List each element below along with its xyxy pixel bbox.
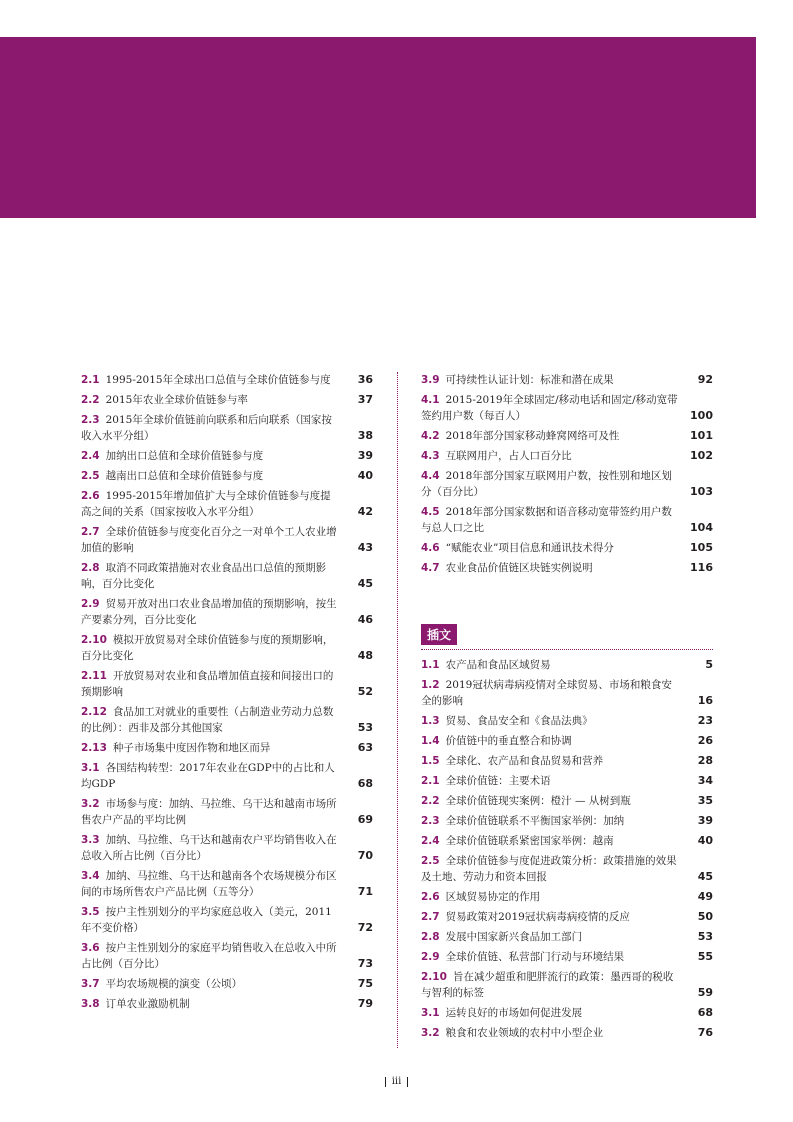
entry-title <box>81 524 351 556</box>
entry-number: 1.4 <box>421 735 440 747</box>
entry-page-number: 35 <box>697 794 713 807</box>
entry-number: 4.4 <box>421 470 440 482</box>
figure-entry[interactable] <box>81 412 373 444</box>
entry-number: 3.1 <box>421 1007 440 1019</box>
box-entry[interactable] <box>421 657 713 673</box>
entry-page-number: 46 <box>357 613 373 626</box>
figure-entry[interactable] <box>81 740 373 756</box>
footer-bar-left <box>385 1077 386 1087</box>
entry-title <box>81 448 351 464</box>
entry-page-number: 53 <box>357 721 373 734</box>
figure-entry[interactable] <box>81 524 373 556</box>
entry-number: 4.7 <box>421 562 440 574</box>
entry-title <box>421 504 690 536</box>
entry-page-number: 55 <box>697 950 713 963</box>
entry-text: 1995-2015年增加值扩大与全球价值链参与度提高之间的关系（国家按收入水平分组） <box>81 490 331 518</box>
entry-title <box>421 428 690 444</box>
entry-title <box>81 560 351 592</box>
entry-text: 2019冠状病毒病疫情对全球贸易、市场和粮食安全的影响 <box>421 679 672 707</box>
entry-page-number: 79 <box>357 997 373 1010</box>
figure-entry[interactable] <box>421 504 713 536</box>
figure-entry[interactable] <box>81 940 373 972</box>
entry-page-number: 105 <box>690 541 713 554</box>
entry-title <box>421 753 691 769</box>
entry-number: 2.5 <box>81 470 100 482</box>
boxes-section-heading: 插文 <box>421 624 457 645</box>
entry-title <box>421 372 691 388</box>
entry-number: 2.3 <box>81 414 100 426</box>
figure-entry[interactable] <box>421 560 713 576</box>
figure-entry[interactable] <box>81 996 373 1012</box>
entry-title <box>81 468 351 484</box>
entry-title <box>81 412 351 444</box>
entry-number: 2.2 <box>421 795 440 807</box>
entry-text: 2015年全球价值链前向联系和后向联系（国家按收入水平分组） <box>81 414 332 442</box>
box-entry[interactable] <box>421 1005 713 1021</box>
entry-page-number: 5 <box>705 658 713 671</box>
entry-text: 按户主性别划分的家庭平均销售收入在总收入中所占比例（百分比） <box>81 942 337 970</box>
entry-title <box>81 632 351 664</box>
boxes-list <box>421 657 713 1041</box>
figure-entry[interactable] <box>81 372 373 388</box>
entry-title <box>81 596 351 628</box>
figure-entry[interactable] <box>81 392 373 408</box>
box-entry[interactable] <box>421 853 713 885</box>
entry-number: 2.5 <box>421 855 440 867</box>
figure-entry[interactable] <box>81 832 373 864</box>
entry-number: 2.7 <box>81 526 100 538</box>
entry-title <box>81 868 351 900</box>
figures-list-right <box>421 372 713 576</box>
entry-text: 订单农业激励机制 <box>105 998 190 1010</box>
footer-bar-right <box>407 1077 408 1087</box>
entry-page-number: 72 <box>357 921 373 934</box>
figure-entry[interactable] <box>81 560 373 592</box>
entry-title <box>81 668 351 700</box>
entry-title <box>421 733 691 749</box>
entry-title <box>421 392 690 424</box>
entry-title <box>421 657 691 673</box>
entry-text: 1995-2015年全球出口总值与全球价值链参与度 <box>105 374 331 386</box>
entry-title <box>81 372 351 388</box>
entry-number: 2.13 <box>81 742 107 754</box>
entry-number: 2.11 <box>81 670 107 682</box>
entry-page-number: 101 <box>690 429 713 442</box>
entry-number: 1.3 <box>421 715 440 727</box>
figure-entry[interactable] <box>81 760 373 792</box>
entry-number: 2.1 <box>81 374 100 386</box>
entry-text: 开放贸易对农业和食品增加值直接和间接出口的预期影响 <box>81 670 334 698</box>
entry-page-number: 116 <box>690 561 713 574</box>
entry-number: 2.10 <box>81 634 107 646</box>
entry-text: 发展中国家新兴食品加工部门 <box>445 931 583 943</box>
entry-page-number: 37 <box>357 393 373 406</box>
entry-text: 各国结构转型：2017年农业在GDP中的占比和人均GDP <box>81 762 335 790</box>
entry-page-number: 73 <box>357 957 373 970</box>
entry-page-number: 59 <box>697 986 713 999</box>
figure-entry[interactable] <box>81 468 373 484</box>
entry-text: 2018年部分国家互联网用户数，按性别和地区划分（百分比） <box>421 470 672 498</box>
entry-title <box>421 677 691 709</box>
entry-number: 3.8 <box>81 998 100 1010</box>
entry-title <box>421 1025 691 1041</box>
entry-text: 全球化、农产品和食品贸易和营养 <box>445 755 604 767</box>
figure-entry[interactable] <box>81 448 373 464</box>
entry-number: 3.2 <box>81 798 100 810</box>
entry-text: 越南出口总值和全球价值链参与度 <box>105 470 264 482</box>
header-banner <box>0 37 756 218</box>
entry-number: 3.6 <box>81 942 100 954</box>
entry-page-number: 45 <box>697 870 713 883</box>
box-entry[interactable] <box>421 773 713 789</box>
entry-number: 3.2 <box>421 1027 440 1039</box>
entry-page-number: 92 <box>697 373 713 386</box>
entry-text: 种子市场集中度因作物和地区而异 <box>112 742 271 754</box>
entry-text: 全球价值链联系紧密国家举例：越南 <box>445 835 614 847</box>
spacer <box>421 580 713 624</box>
entry-page-number: 43 <box>357 541 373 554</box>
entry-title <box>421 793 691 809</box>
entry-page-number: 39 <box>357 449 373 462</box>
box-entry[interactable] <box>421 969 713 1001</box>
entry-text: 2015年农业全球价值链参与率 <box>105 394 248 406</box>
entry-title <box>421 448 690 464</box>
entry-text: 可持续性认证计划：标准和潜在成果 <box>445 374 614 386</box>
entry-number: 2.2 <box>81 394 100 406</box>
entry-page-number: 69 <box>357 813 373 826</box>
entry-text: 平均农场规模的演变（公顷） <box>105 978 243 990</box>
entry-number: 4.3 <box>421 450 440 462</box>
entry-title <box>421 949 691 965</box>
entry-number: 3.4 <box>81 870 100 882</box>
entry-title <box>81 940 351 972</box>
entry-text: 价值链中的垂直整合和协调 <box>445 735 572 747</box>
entry-number: 4.2 <box>421 430 440 442</box>
entry-page-number: 38 <box>357 429 373 442</box>
entry-number: 2.6 <box>81 490 100 502</box>
figure-entry[interactable] <box>81 668 373 700</box>
figure-entry[interactable] <box>81 704 373 736</box>
entry-text: 全球价值链联系不平衡国家举例：加纳 <box>445 815 625 827</box>
entry-text: 加纳、马拉维、乌干达和越南农户平均销售收入在总收入所占比例（百分比） <box>81 834 337 862</box>
entry-title <box>421 468 690 500</box>
entry-text: 2018年部分国家数据和语音移动宽带签约用户数与总人口之比 <box>421 506 672 534</box>
entry-page-number: 34 <box>697 774 713 787</box>
entry-text: 贸易、食品安全和《食品法典》 <box>445 715 593 727</box>
section-rule <box>421 649 713 650</box>
box-entry[interactable] <box>421 677 713 709</box>
entry-number: 2.8 <box>81 562 100 574</box>
entry-page-number: 49 <box>697 890 713 903</box>
figure-entry[interactable] <box>81 796 373 828</box>
figure-entry[interactable] <box>81 904 373 936</box>
entry-number: 3.5 <box>81 906 100 918</box>
box-entry[interactable] <box>421 1025 713 1041</box>
entry-title <box>421 929 691 945</box>
entry-page-number: 103 <box>690 485 713 498</box>
entry-page-number: 100 <box>690 409 713 422</box>
entry-number: 3.9 <box>421 374 440 386</box>
entry-page-number: 16 <box>697 694 713 707</box>
figure-entry[interactable] <box>421 468 713 500</box>
entry-text: 全球价值链、私营部门行动与环境结果 <box>445 951 625 963</box>
entry-number: 4.5 <box>421 506 440 518</box>
page-footer <box>0 1076 793 1087</box>
box-entry[interactable] <box>421 793 713 809</box>
entry-text: 粮食和农业领域的农村中小型企业 <box>445 1027 604 1039</box>
entry-title <box>421 813 691 829</box>
figure-entry[interactable] <box>421 392 713 424</box>
box-entry[interactable] <box>421 733 713 749</box>
entry-text: 农业食品价值链区块链实例说明 <box>445 562 593 574</box>
entry-page-number: 48 <box>357 649 373 662</box>
entry-title <box>421 540 690 556</box>
entry-text: 全球价值链：主要术语 <box>445 775 551 787</box>
figure-entry[interactable] <box>81 868 373 900</box>
entry-page-number: 40 <box>357 469 373 482</box>
entry-title <box>81 740 351 756</box>
box-entry[interactable] <box>421 713 713 729</box>
entry-page-number: 102 <box>690 449 713 462</box>
entry-title <box>421 853 691 885</box>
entry-page-number: 26 <box>697 734 713 747</box>
figure-entry[interactable] <box>81 632 373 664</box>
box-entry[interactable] <box>421 813 713 829</box>
entry-number: 2.8 <box>421 931 440 943</box>
entry-page-number: 23 <box>697 714 713 727</box>
figure-entry[interactable] <box>421 372 713 388</box>
entry-text: 取消不同政策措施对农业食品出口总值的预期影响，百分比变化 <box>81 562 327 590</box>
entry-text: 全球价值链现实案例：橙汁 — 从树到瓶 <box>445 795 631 807</box>
box-entry[interactable] <box>421 929 713 945</box>
entry-text: 食品加工对就业的重要性（占制造业劳动力总数的比例）：西非及部分其他国家 <box>81 706 334 734</box>
entry-text: “赋能农业”项目信息和通讯技术得分 <box>445 542 614 554</box>
entry-text: 2018年部分国家移动蜂窝网络可及性 <box>445 430 620 442</box>
entry-page-number: 28 <box>697 754 713 767</box>
entry-title <box>81 392 351 408</box>
entry-number: 2.7 <box>421 911 440 923</box>
entry-title <box>81 832 351 864</box>
entry-title <box>421 889 691 905</box>
entry-page-number: 52 <box>357 685 373 698</box>
entry-text: 贸易开放对出口农业食品增加值的预期影响，按生产要素分列，百分比变化 <box>81 598 337 626</box>
entry-page-number: 39 <box>697 814 713 827</box>
entry-number: 1.2 <box>421 679 440 691</box>
entry-title <box>81 976 351 992</box>
entry-text: 全球价值链参与度变化百分之一对单个工人农业增加值的影响 <box>81 526 337 554</box>
box-entry[interactable] <box>421 889 713 905</box>
entry-number: 2.4 <box>81 450 100 462</box>
entry-title <box>81 488 351 520</box>
entry-text: 农产品和食品区域贸易 <box>445 659 551 671</box>
entry-text: 加纳出口总值和全球价值链参与度 <box>105 450 264 462</box>
entry-number: 2.9 <box>81 598 100 610</box>
entry-number: 3.7 <box>81 978 100 990</box>
entry-number: 2.3 <box>421 815 440 827</box>
box-entry[interactable] <box>421 753 713 769</box>
entry-title <box>421 1005 691 1021</box>
entry-text: 模拟开放贸易对全球价值链参与度的预期影响，百分比变化 <box>81 634 334 662</box>
entry-text: 贸易政策对2019冠状病毒病疫情的反应 <box>445 911 630 923</box>
entry-text: 互联网用户，占人口百分比 <box>445 450 572 462</box>
entry-text: 加纳、马拉维、乌干达和越南各个农场规模分布区间的市场所售农户产品比例（五等分） <box>81 870 337 898</box>
entry-text: 运转良好的市场如何促进发展 <box>445 1007 583 1019</box>
entry-number: 2.10 <box>421 971 447 983</box>
column-divider <box>397 372 398 1048</box>
entry-page-number: 36 <box>357 373 373 386</box>
entry-number: 1.1 <box>421 659 440 671</box>
entry-title <box>81 904 351 936</box>
entry-number: 4.1 <box>421 394 440 406</box>
entry-title <box>81 996 351 1012</box>
entry-page-number: 104 <box>690 521 713 534</box>
box-entry[interactable] <box>421 833 713 849</box>
entry-title <box>421 713 691 729</box>
entry-page-number: 76 <box>697 1026 713 1039</box>
entry-number: 2.1 <box>421 775 440 787</box>
entry-page-number: 45 <box>357 577 373 590</box>
entry-title <box>81 796 351 828</box>
entry-title <box>421 560 690 576</box>
entry-page-number: 71 <box>357 885 373 898</box>
entry-number: 2.9 <box>421 951 440 963</box>
right-column <box>421 372 713 1045</box>
entry-text: 旨在减少超重和肥胖流行的政策：墨西哥的税收与智利的标签 <box>421 971 674 999</box>
entry-number: 2.12 <box>81 706 107 718</box>
box-entry[interactable] <box>421 909 713 925</box>
entry-title <box>421 909 691 925</box>
entry-page-number: 40 <box>697 834 713 847</box>
entry-number: 2.6 <box>421 891 440 903</box>
entry-text: 按户主性别划分的平均家庭总收入（美元，2011年不变价格） <box>81 906 332 934</box>
entry-page-number: 53 <box>697 930 713 943</box>
entry-number: 3.1 <box>81 762 100 774</box>
entry-text: 区域贸易协定的作用 <box>445 891 541 903</box>
entry-text: 2015-2019年全球固定/移动电话和固定/移动宽带签约用户数（每百人） <box>421 394 678 422</box>
entry-title <box>81 704 351 736</box>
entry-title <box>421 969 691 1001</box>
entry-page-number: 70 <box>357 849 373 862</box>
figures-list-left <box>81 372 373 1016</box>
entry-page-number: 68 <box>697 1006 713 1019</box>
figure-entry[interactable] <box>81 488 373 520</box>
figure-entry[interactable] <box>421 448 713 464</box>
entry-title <box>81 760 351 792</box>
figure-entry[interactable] <box>421 540 713 556</box>
entry-text: 市场参与度：加纳、马拉维、乌干达和越南市场所售农户产品的平均比例 <box>81 798 337 826</box>
figure-entry[interactable] <box>81 596 373 628</box>
entry-number: 3.3 <box>81 834 100 846</box>
page-number: iii <box>391 1076 402 1087</box>
figure-entry[interactable] <box>421 428 713 444</box>
entry-page-number: 50 <box>697 910 713 923</box>
entry-number: 4.6 <box>421 542 440 554</box>
entry-page-number: 75 <box>357 977 373 990</box>
entry-page-number: 68 <box>357 777 373 790</box>
figure-entry[interactable] <box>81 976 373 992</box>
entry-text: 全球价值链参与度促进政策分析：政策措施的效果及土地、劳动力和资本回报 <box>421 855 677 883</box>
entry-number: 2.4 <box>421 835 440 847</box>
entry-page-number: 42 <box>357 505 373 518</box>
box-entry[interactable] <box>421 949 713 965</box>
entry-page-number: 63 <box>357 741 373 754</box>
entry-title <box>421 773 691 789</box>
entry-number: 1.5 <box>421 755 440 767</box>
entry-title <box>421 833 691 849</box>
